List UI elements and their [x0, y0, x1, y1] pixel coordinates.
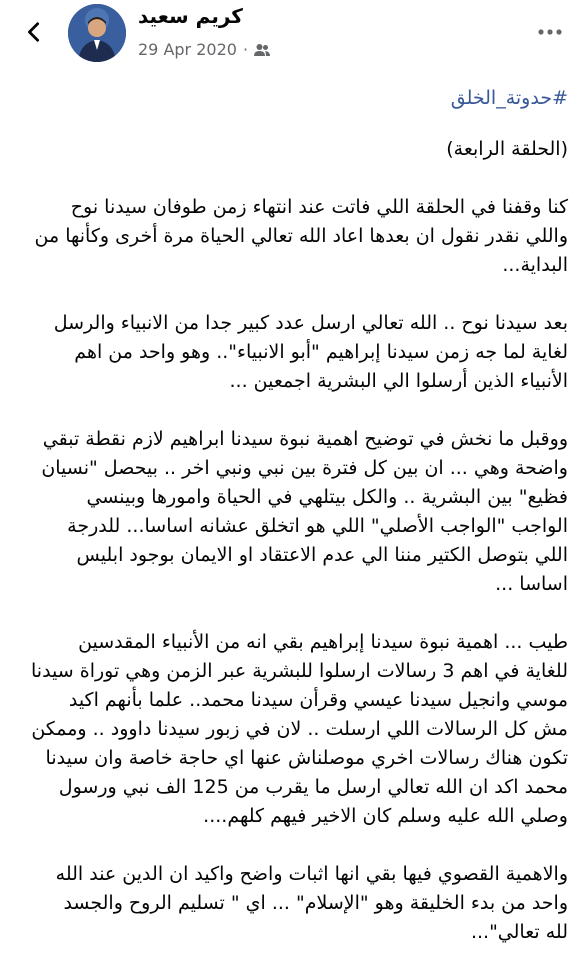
meta-separator: · [242, 40, 249, 59]
paragraph-line: كنا وقفنا في الحلقة اللي فاتت عند انتهاء زمن طوفان سيدنا نوح [70, 196, 568, 218]
paragraph-line: (الحلقة الرابعة) [446, 138, 568, 160]
paragraph-line: طيب ... اهمية نبوة سيدنا إبراهيم بقي انه من الأنبياء المقدسين [78, 631, 568, 653]
post-paragraph [22, 628, 568, 831]
paragraph-line: مش كل الرسالات اللي ارسلت .. لان في زبور سيدنا داوود .. وممكن [31, 718, 568, 740]
paragraph-line: الأنبياء الذين أرسلوا الي البشرية اجمعين ... [229, 370, 568, 392]
paragraph-line: واحد من بدء الخليقة وهو "الإسلام" ... اي " تسليم الروح والجسد [63, 892, 568, 914]
post-header [0, 0, 584, 72]
paragraph-line: موسي وانجيل سيدنا عيسي وقرأن سيدنا محمد.. علما بأنهم اكيد [68, 689, 568, 711]
post-paragraph [22, 309, 568, 396]
paragraph-line: البداية... [502, 254, 568, 276]
paragraph-line: لله تعالي"... [470, 921, 568, 943]
paragraph-line: فظيع" بين البشرية .. والكل بيتلهي في الحياة وامورها وبينسي [86, 486, 568, 508]
paragraph-line: واللي نقدر نقول ان بعدها اعاد الله تعالي الحياة مرة أخرى وكأنها من [34, 225, 568, 247]
avatar-image [68, 4, 126, 62]
friends-icon[interactable] [254, 43, 270, 57]
post-paragraph [22, 425, 568, 599]
chevron-left-icon [23, 21, 45, 43]
author-avatar[interactable] [68, 4, 126, 62]
hashtag-link[interactable]: #حدوتة_الخلق [450, 87, 568, 109]
post-date[interactable]: 29 Apr 2020 [138, 40, 237, 59]
more-options-button[interactable] [532, 14, 568, 50]
post-meta [138, 40, 270, 59]
post-paragraph [22, 860, 568, 947]
author-name[interactable]: كريم سعيد [138, 4, 243, 28]
paragraph-line: وصلي الله عليه وسلم كان الاخير فيهم كلهم.... [203, 805, 568, 827]
post-paragraph [22, 193, 568, 280]
post-paragraph [22, 135, 568, 164]
back-button[interactable] [16, 14, 52, 50]
paragraph-line: محمد اكد ان الله تعالي ارسل ما يقرب من 125 الف نبي ورسول [58, 776, 568, 798]
paragraph-line: ووقبل ما نخش في توضيح اهمية نبوة سيدنا ابراهيم لازم نقطة تبقي [42, 428, 568, 450]
paragraph-line: اللي بتوصل الكتير مننا الي عدم الاعتقاد او الايمان بوجود ابليس [76, 544, 568, 566]
paragraph-line: بعد سيدنا نوح .. الله تعالي ارسل عدد كبير جدا من الانبياء والرسل [53, 312, 568, 334]
paragraph-line: اساسا ... [495, 573, 568, 595]
more-dots-icon [537, 28, 563, 36]
post-body [22, 84, 568, 976]
paragraph-line: الواجب "الواجب الأصلي" اللي هو اتخلق عشانه اساسا... للدرجة [67, 515, 568, 537]
post-text [22, 135, 568, 947]
paragraph-line: واضحة وهي ... ان بين كل فترة بين نبي ونبي اخر .. بيحصل "نسيان [41, 457, 568, 479]
paragraph-line: تكون هناك رسالات اخري موصلناش عنها اي حاجة خاصة وان سيدنا [45, 747, 568, 769]
paragraph-line: للغاية في اهم 3 رسالات ارسلوا للبشرية عبر الزمن وهي توراة سيدنا [31, 660, 568, 682]
paragraph-line: لغاية لما جه زمن سيدنا إبراهيم "أبو الانبياء".. وهو واحد من اهم [74, 341, 568, 363]
paragraph-line: والاهمية القصوي فيها بقي انها اثبات واضح واكيد ان الدين عند الله [55, 863, 568, 885]
